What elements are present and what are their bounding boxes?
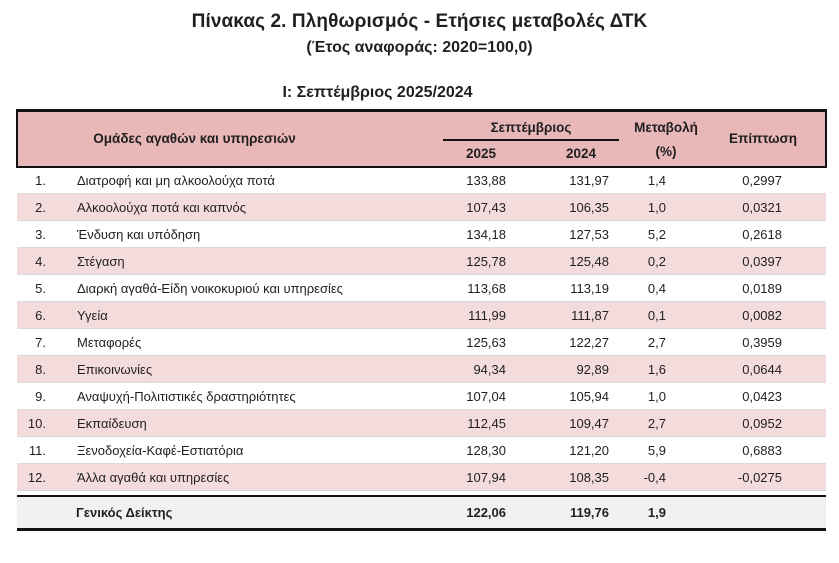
row-change: 1,0 (631, 383, 701, 410)
header-groups: Ομάδες αγαθών και υπηρεσιών (17, 111, 431, 167)
row-value-2024: 105,94 (531, 383, 631, 410)
row-value-2024: 113,19 (531, 275, 631, 302)
row-value-2025: 107,43 (431, 194, 531, 221)
row-label: Υγεία (76, 302, 431, 329)
table-row (17, 194, 826, 221)
row-change: 2,7 (631, 329, 701, 356)
row-change: 0,1 (631, 302, 701, 329)
row-value-2024: 121,20 (531, 437, 631, 464)
row-change: 5,9 (631, 437, 701, 464)
row-label: Διατροφή και μη αλκοολούχα ποτά (76, 167, 431, 194)
row-label: Διαρκή αγαθά-Είδη νοικοκυριού και υπηρεσίες (76, 275, 431, 302)
row-value-2025: 107,04 (431, 383, 531, 410)
table-row (17, 275, 826, 302)
table-row (17, 464, 826, 491)
table-row (17, 437, 826, 464)
row-number: 7. (17, 329, 76, 356)
general-index-label: Γενικός Δείκτης (17, 496, 431, 530)
row-number: 6. (17, 302, 76, 329)
document-header (0, 11, 839, 102)
row-value-2025: 125,63 (431, 329, 531, 356)
row-label: Εκπαίδευση (76, 410, 431, 437)
table-body (17, 167, 826, 491)
row-label: Στέγαση (76, 248, 431, 275)
header-change (631, 111, 701, 167)
page-subtitle: (Έτος αναφοράς: 2020=100,0) (306, 39, 533, 56)
header-month-label: Σεπτέμβριος (443, 114, 619, 141)
page-title: Πίνακας 2. Πληθωρισμός - Ετήσιες μεταβολές ΔΤΚ (191, 11, 648, 32)
row-number: 4. (17, 248, 76, 275)
header-year-2025: 2025 (431, 141, 531, 167)
row-value-2025: 113,68 (431, 275, 531, 302)
section-title: Ι: Σεπτέμβριος 2025/2024 (282, 84, 473, 101)
row-label: Επικοινωνίες (76, 356, 431, 383)
general-index-row (17, 496, 826, 530)
table-row (17, 356, 826, 383)
header-impact: Επίπτωση (701, 111, 826, 167)
row-impact: 0,0423 (701, 383, 826, 410)
row-number: 5. (17, 275, 76, 302)
table-row (17, 302, 826, 329)
table-row (17, 221, 826, 248)
row-number: 12. (17, 464, 76, 491)
table-row (17, 167, 826, 194)
row-impact: 0,0644 (701, 356, 826, 383)
row-change: 2,7 (631, 410, 701, 437)
row-impact: 0,6883 (701, 437, 826, 464)
general-index-2025: 122,06 (431, 496, 531, 530)
row-impact: 0,0952 (701, 410, 826, 437)
table-row (17, 383, 826, 410)
row-impact: 0,0397 (701, 248, 826, 275)
row-value-2024: 125,48 (531, 248, 631, 275)
table-header (17, 111, 826, 167)
general-index-change: 1,9 (631, 496, 701, 530)
row-label: Άλλα αγαθά και υπηρεσίες (76, 464, 431, 491)
row-label: Αναψυχή-Πολιτιστικές δραστηριότητες (76, 383, 431, 410)
row-value-2024: 131,97 (531, 167, 631, 194)
row-value-2025: 133,88 (431, 167, 531, 194)
row-impact: 0,2618 (701, 221, 826, 248)
general-index-impact (701, 496, 826, 530)
row-value-2025: 111,99 (431, 302, 531, 329)
table-row (17, 248, 826, 275)
row-impact: -0,0275 (701, 464, 826, 491)
row-value-2025: 125,78 (431, 248, 531, 275)
table-row (17, 410, 826, 437)
row-impact: 0,2997 (701, 167, 826, 194)
row-impact: 0,0189 (701, 275, 826, 302)
row-number: 3. (17, 221, 76, 248)
row-label: Αλκοολούχα ποτά και καπνός (76, 194, 431, 221)
row-value-2024: 109,47 (531, 410, 631, 437)
row-number: 8. (17, 356, 76, 383)
row-impact: 0,0321 (701, 194, 826, 221)
table-row (17, 329, 826, 356)
row-change: 1,6 (631, 356, 701, 383)
header-year-2024: 2024 (531, 141, 631, 167)
row-impact: 0,0082 (701, 302, 826, 329)
row-change: 0,2 (631, 248, 701, 275)
row-number: 11. (17, 437, 76, 464)
row-value-2025: 94,34 (431, 356, 531, 383)
row-value-2024: 108,35 (531, 464, 631, 491)
row-impact: 0,3959 (701, 329, 826, 356)
table-footer (17, 491, 826, 530)
row-label: Ξενοδοχεία-Καφέ-Εστιατόρια (76, 437, 431, 464)
row-number: 1. (17, 167, 76, 194)
row-value-2024: 92,89 (531, 356, 631, 383)
row-value-2024: 111,87 (531, 302, 631, 329)
row-number: 2. (17, 194, 76, 221)
row-value-2025: 134,18 (431, 221, 531, 248)
row-value-2024: 122,27 (531, 329, 631, 356)
row-value-2025: 107,94 (431, 464, 531, 491)
row-value-2024: 106,35 (531, 194, 631, 221)
header-change-line2: (%) (655, 143, 677, 159)
row-label: Μεταφορές (76, 329, 431, 356)
row-number: 9. (17, 383, 76, 410)
row-change: -0,4 (631, 464, 701, 491)
row-change: 5,2 (631, 221, 701, 248)
row-number: 10. (17, 410, 76, 437)
header-change-line1: Μεταβολή (634, 119, 698, 135)
row-change: 0,4 (631, 275, 701, 302)
row-value-2025: 112,45 (431, 410, 531, 437)
row-value-2024: 127,53 (531, 221, 631, 248)
cpi-table (16, 109, 827, 531)
header-month-group (431, 111, 631, 141)
row-change: 1,0 (631, 194, 701, 221)
row-value-2025: 128,30 (431, 437, 531, 464)
row-label: Ένδυση και υπόδηση (76, 221, 431, 248)
general-index-2024: 119,76 (531, 496, 631, 530)
row-change: 1,4 (631, 167, 701, 194)
